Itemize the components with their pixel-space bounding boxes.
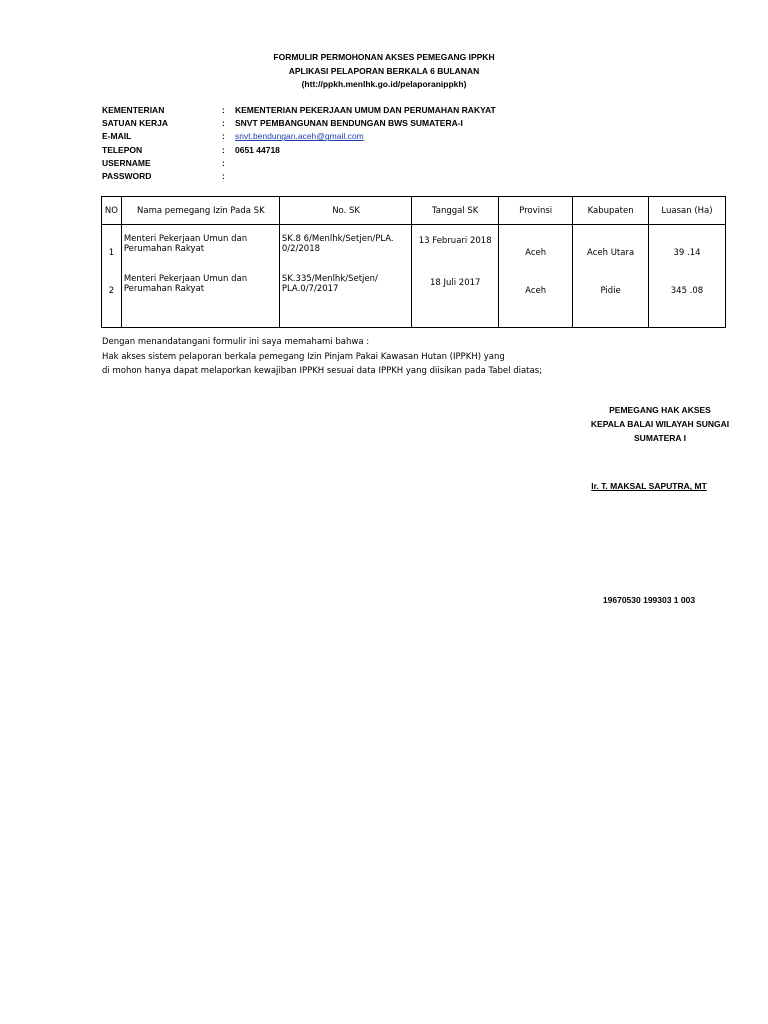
info-value: KEMENTERIAN PEKERJAAN UMUM DAN PERUMAHAN RAKYAT [235, 104, 496, 115]
info-label: SATUAN KERJA [102, 117, 168, 128]
statement-line: Dengan menandatangani formulir ini saya memahami bahwa : [102, 337, 370, 347]
cell-nama-line1: Menteri Pekerjaan Umun dan [123, 234, 248, 244]
cell-provinsi-text: Aceh [525, 248, 547, 258]
cell-luasan [648, 273, 725, 328]
cell-no-text: 1 [108, 248, 115, 258]
col-header-nama: Nama pemegang Izin Pada SK [121, 197, 279, 225]
cell-nosk-line2: 0/2/2018 [281, 244, 321, 254]
email-link[interactable]: snvt.bendungan.aceh@gmail.com [235, 131, 364, 142]
form-header [0, 51, 768, 92]
info-label: USERNAME [102, 157, 151, 168]
info-row-kementerian [102, 103, 496, 116]
info-label: TELEPON [102, 144, 143, 155]
info-colon: : [222, 157, 225, 168]
cell-nama-line1: Menteri Pekerjaan Umun dan [123, 274, 248, 284]
cell-kabupaten-text: Aceh Utara [587, 248, 635, 258]
cell-provinsi [499, 273, 573, 328]
cell-tanggal [412, 225, 499, 274]
form-title: FORMULIR PERMOHONAN AKSES PEMEGANG IPPKH [273, 52, 495, 62]
col-header-nosk: No. SK [279, 197, 411, 225]
cell-nosk [279, 225, 411, 274]
cell-tanggal-text: 13 Februari 2018 [418, 236, 492, 246]
cell-nama [121, 225, 279, 274]
cell-luasan-text: 39 .14 [673, 248, 701, 258]
col-header-provinsi: Provinsi [499, 197, 573, 225]
cell-nosk-line1: SK.335/Menlhk/Setjen/ [281, 274, 378, 284]
col-header-kabupaten: Kabupaten [573, 197, 649, 225]
cell-luasan-text: 345 .08 [670, 286, 704, 296]
cell-no [102, 273, 122, 328]
form-subtitle: APLIKASI PELAPORAN BERKALA 6 BULANAN [288, 65, 480, 76]
info-row-email [102, 130, 496, 143]
cell-no [102, 225, 122, 274]
col-header-tanggal: Tanggal SK [412, 197, 499, 225]
info-row-satuan-kerja [102, 116, 496, 129]
form-url: (htt://ppkh.menlhk.go.id/pelaporanippkh) [301, 79, 467, 89]
ippkh-table [101, 196, 726, 328]
cell-nosk-line2: PLA.0/7/2017 [281, 284, 339, 294]
signature-block [560, 403, 760, 445]
cell-tanggal [412, 273, 499, 328]
cell-nosk-line1: SK.8 6/Menlhk/Setjen/PLA. [281, 234, 394, 244]
info-label: KEMENTERIAN [102, 104, 165, 115]
info-colon: : [222, 144, 225, 155]
cell-no-text: 2 [108, 286, 115, 296]
info-row-telepon [102, 143, 496, 156]
table-header-row [102, 197, 726, 225]
table-row [102, 225, 726, 274]
info-value: SNVT PEMBANGUNAN BENDUNGAN BWS SUMATERA-I [235, 117, 463, 128]
info-label: PASSWORD [102, 171, 152, 182]
statement [102, 335, 542, 379]
col-header-no: NO [102, 197, 122, 225]
table-row [102, 273, 726, 328]
info-colon: : [222, 117, 225, 128]
cell-luasan [648, 225, 725, 274]
cell-nama-line2: Perumahan Rakyat [123, 244, 205, 254]
cell-nosk [279, 273, 411, 328]
info-colon: : [222, 104, 225, 115]
col-header-luasan: Luasan (Ha) [648, 197, 725, 225]
applicant-info [102, 103, 496, 183]
cell-nama [121, 273, 279, 328]
statement-line: di mohon hanya dapat melaporkan kewajiban IPPKH sesuai data IPPKH yang diisikan pada Tabel diatas; [102, 366, 542, 376]
cell-kabupaten-text: Pidie [600, 286, 621, 296]
statement-line: Hak akses sistem pelaporan berkala pemegang Izin Pinjam Pakai Kawasan Hutan (IPPKH) yang [102, 351, 505, 362]
info-colon: : [222, 171, 225, 182]
signatory-name: Ir. T. MAKSAL SAPUTRA, MT [591, 481, 707, 491]
cell-kabupaten [573, 225, 649, 274]
info-value: 0651 44718 [235, 144, 280, 155]
signature-role: SUMATERA I [634, 433, 686, 443]
info-colon: : [222, 131, 225, 142]
signatory-nip: 19670530 199303 1 003 [602, 595, 696, 605]
info-row-password [102, 169, 496, 182]
cell-tanggal-text: 18 Juli 2017 [429, 278, 481, 288]
info-row-username [102, 156, 496, 169]
cell-provinsi [499, 225, 573, 274]
signature-role: PEMEGANG HAK AKSES [609, 405, 711, 415]
cell-provinsi-text: Aceh [525, 286, 547, 296]
cell-kabupaten [573, 273, 649, 328]
info-label: E-MAIL [102, 131, 132, 142]
signature-role: KEPALA BALAI WILAYAH SUNGAI [590, 419, 730, 429]
cell-nama-line2: Perumahan Rakyat [123, 284, 205, 294]
